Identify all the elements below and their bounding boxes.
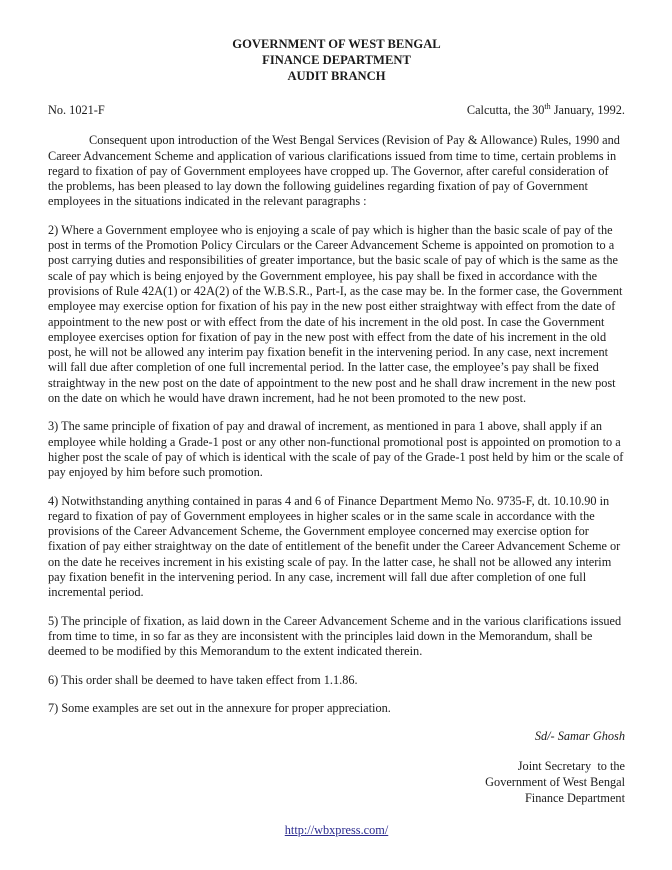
header-line-government: GOVERNMENT OF WEST BENGAL (232, 37, 441, 51)
header-line-branch: AUDIT BRANCH (287, 69, 386, 83)
paragraph-4: 4) Notwithstanding anything contained in paras 4 and 6 of Finance Department Memo No. 9735-F, dt. 10.10.90 in regard to fixation of pay of Government employees in higher scales or in the same scale in accordance with the provisions of the Career Advancement Scheme, the Government employee concerned may exercise option for fixation of pay either straightway on the date of entitlement of the benefit under the Career Advancement Scheme or on the date he receives increment in his existing scale of pay. In the latter case, he shall not be allowed any interim pay fixation benefit in the intervening period. In any case, increment will fall due after completion of one full incremental period. (48, 493, 621, 600)
header-line-department: FINANCE DEPARTMENT (262, 53, 411, 67)
footer-link[interactable]: http://wbxpress.com/ (284, 822, 389, 837)
memo-meta-row (48, 103, 625, 118)
paragraph-3: 3) The same principle of fixation of pay and drawal of increment, as mentioned in para 1 above, shall apply if an employee while holding a Grade-1 post or any other non-functional promotional post is appointed on promotion to a higher post the scale of pay of which is identical with the scale of pay of the Grade-1 post held by him or the scale of pay enjoyed by him before such promotion. (48, 419, 624, 480)
paragraph-7: 7) Some examples are set out in the annexure for proper appreciation. (48, 700, 391, 715)
paragraph-2: 2) Where a Government employee who is enjoying a scale of pay which is higher than the basic scale of pay of the post in terms of the Promotion Policy Circulars or the Career Advancement Scheme is appointed on promotion to a post carrying duties and responsibilities of greater importance, but the basic scale of pay of which is the same as the scale of pay which is being enjoyed by the Government employee, his pay shall be fixed in accordance with the provisions of Rule 42A(1) or 42A(2) of the W.B.S.R., Part-I, as the case may be. In the former case, the Government employee may exercise option for fixation of his pay in the new post either straightway with effect from the date of appointment to the new post or with effect from the date of his increment in the old post. In case the Government employee exercises option for fixation of pay in the new post with effect from the date of his increment in the old post, he will not be allowed any interim pay fixation benefit in the intervening period. In any case, next increment will fall due after completion of one full incremental period. In the latter case, the employee’s pay shall be fixed straightway in the new post on the date of appointment to the new post and he shall draw increment in the new post on the date on which he would have drawn increment, had he not been promoted to the new post. (48, 222, 623, 406)
signoff-government: Government of West Bengal (485, 775, 625, 790)
paragraph-preamble: Consequent upon introduction of the West Bengal Services (Revision of Pay & Allowance) Rules, 1990 and Career Advancement Scheme and application of various clarifications issued from time to time, certain problems in regard to fixation of pay of Government employees have cropped up. The Governor, after careful consideration of the problems, has been pleased to lay down the following guidelines regarding fixation of pay of Government employees in the situations indicated in the relevant paragraphs : (48, 133, 620, 209)
signoff-block (48, 759, 625, 806)
footer (48, 823, 625, 838)
date-suffix: January, 1992. (550, 103, 625, 117)
date-ordinal-superscript: th (544, 101, 551, 111)
paragraph-5: 5) The principle of fixation, as laid down in the Career Advancement Scheme and in the various clarifications issued from time to time, in so far as they are inconsistent with the principles laid down in the Memorandum, shall be deemed to be modified by this Memorandum to the extent indicated therein. (48, 613, 622, 659)
paragraph-6: 6) This order shall be deemed to have taken effect from 1.1.86. (48, 672, 358, 687)
place-and-date (467, 103, 625, 118)
signoff-department: Finance Department (524, 790, 625, 805)
memo-number: No. 1021-F (48, 103, 105, 117)
signature-line: Sd/- Samar Ghosh (534, 729, 625, 744)
signoff-title: Joint Secretary to the (517, 759, 625, 774)
date-prefix: Calcutta, the 30 (466, 103, 545, 117)
document-header (48, 36, 625, 84)
